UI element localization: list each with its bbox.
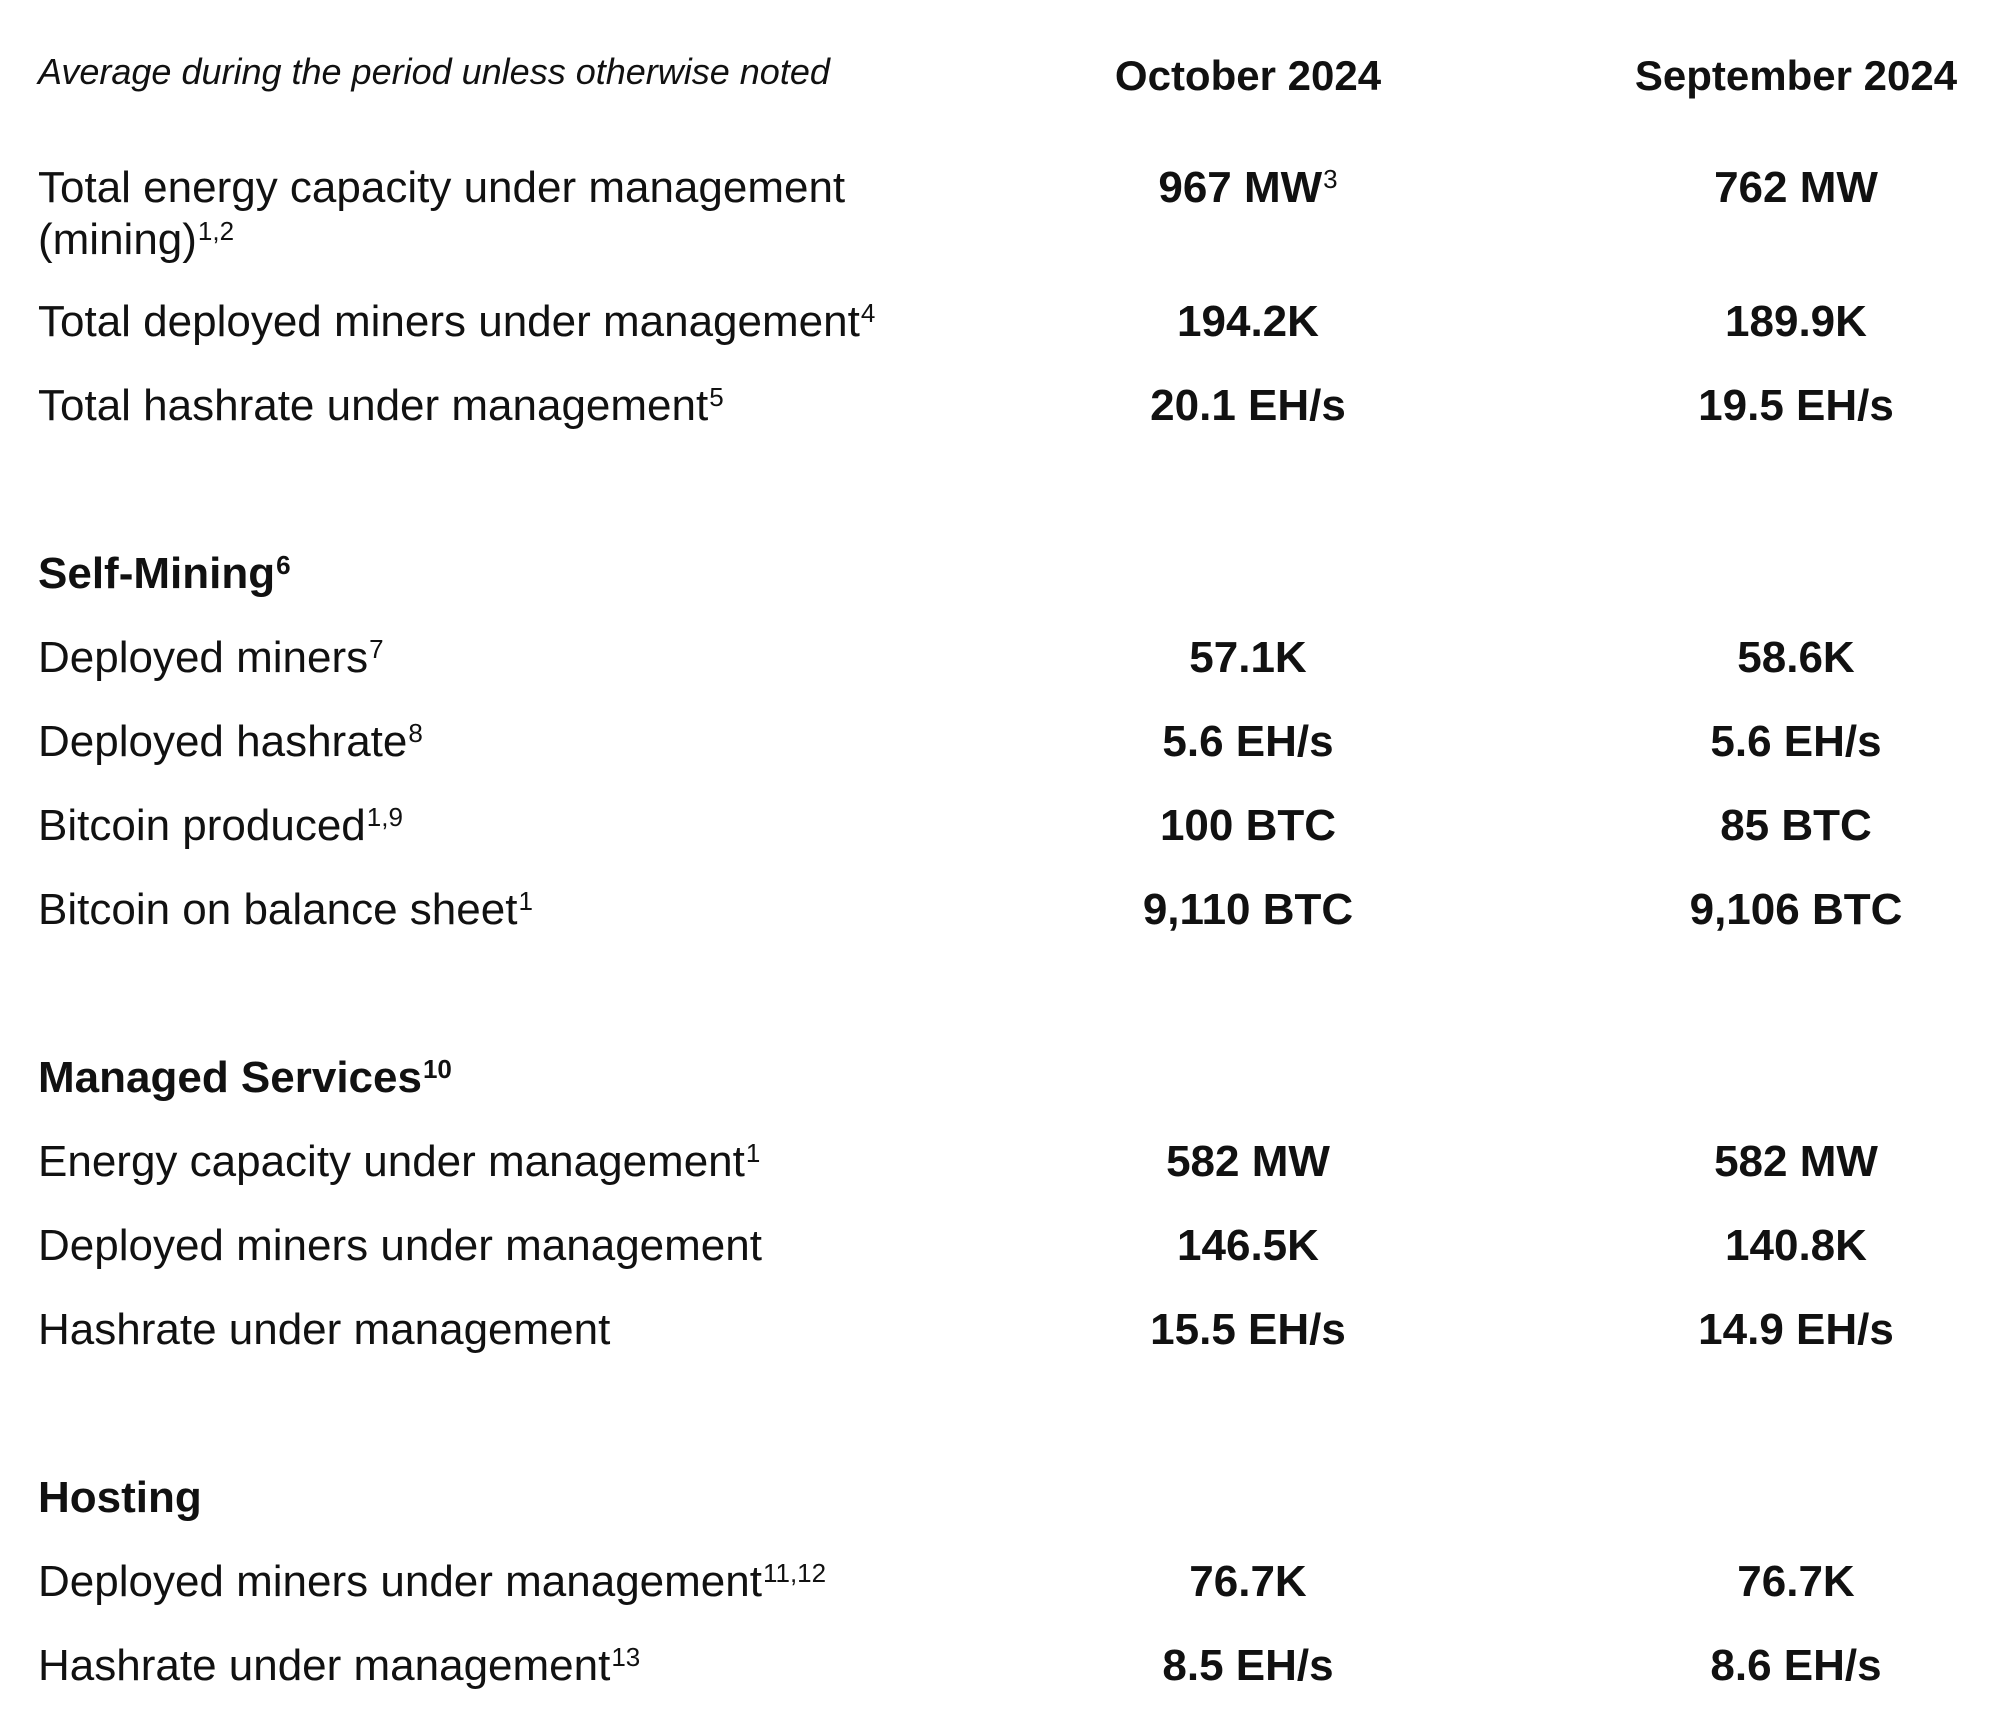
footnote-ref: 10	[422, 1054, 452, 1084]
row-label: Hashrate under management$^{13}$	[38, 1641, 641, 1690]
footnote-ref: 3	[1323, 164, 1338, 194]
value-october: 5.6 EH/s	[1162, 717, 1334, 766]
value-october: 582 MW	[1166, 1137, 1330, 1186]
section-title: Hosting	[38, 1473, 202, 1522]
footnote-ref: 1,9	[366, 802, 403, 832]
row-label: Hashrate under management	[38, 1305, 611, 1354]
row-label: Total hashrate under management$^5$	[38, 381, 724, 430]
value-october: 76.7K	[1189, 1557, 1307, 1606]
period-note: Average during the period unless otherwise noted	[38, 51, 830, 92]
value-september: 582 MW	[1714, 1137, 1878, 1186]
footnote-ref: 6	[276, 550, 291, 580]
column-header-october: October 2024	[1114, 52, 1382, 99]
value-october: 15.5 EH/s	[1150, 1305, 1346, 1354]
footnote-ref: 11,12	[762, 1558, 827, 1588]
footnote-ref: 13	[611, 1642, 641, 1672]
value-october: 100 BTC	[1159, 801, 1337, 850]
section-title: Managed Services$^{10}$	[38, 1053, 452, 1102]
value-september: 5.6 EH/s	[1710, 717, 1882, 766]
value-october: 9,110 BTC	[1142, 885, 1354, 934]
value-september: 14.9 EH/s	[1698, 1305, 1894, 1354]
row-label: Total deployed miners under management$^4$	[38, 297, 876, 346]
value-september: 9,106 BTC	[1689, 885, 1903, 934]
row-label: Deployed hashrate$^8$	[38, 717, 423, 766]
row-label: Deployed miners under management$^{11,12}$	[38, 1557, 827, 1606]
value-september: 85 BTC	[1720, 801, 1872, 850]
row-label: Deployed miners under management	[38, 1221, 762, 1270]
section-title: Self-Mining$^6$	[38, 549, 291, 598]
value-september: 140.8K	[1725, 1221, 1867, 1270]
value-september: 58.6K	[1737, 633, 1855, 682]
row-label: Energy capacity under management$^1$	[38, 1137, 761, 1186]
footnote-ref: 4	[860, 298, 876, 328]
value-september: 762 MW	[1714, 163, 1878, 212]
footnote-ref: 1	[745, 1138, 761, 1168]
row-label: Deployed miners$^7$	[38, 633, 384, 682]
value-october: 967 $MW^3$	[1158, 163, 1338, 212]
value-september: 189.9K	[1725, 297, 1867, 346]
value-october: 57.1K	[1189, 633, 1307, 682]
row-label: Total energy capacity under management (mining)$^{1,2}$	[38, 163, 846, 264]
row-label: Bitcoin produced$^{1,9}$	[38, 801, 403, 850]
value-october: 8.5 EH/s	[1162, 1641, 1334, 1690]
value-september: 76.7K	[1737, 1557, 1855, 1606]
value-october: 194.2K	[1177, 297, 1319, 346]
row-label: Bitcoin on balance sheet$^1$	[38, 885, 533, 934]
value-september: 19.5 EH/s	[1698, 381, 1894, 430]
footnote-ref: 7	[369, 634, 384, 664]
footnote-ref: 1,2	[197, 216, 235, 246]
value-october: 20.1 EH/s	[1150, 381, 1346, 430]
footnote-ref: 5	[709, 382, 724, 412]
value-september: 8.6 EH/s	[1710, 1641, 1882, 1690]
value-october: 146.5K	[1177, 1221, 1319, 1270]
footnote-ref: 8	[408, 718, 423, 748]
footnote-ref: 1	[518, 886, 533, 916]
column-header-september: September 2024	[1634, 52, 1958, 99]
